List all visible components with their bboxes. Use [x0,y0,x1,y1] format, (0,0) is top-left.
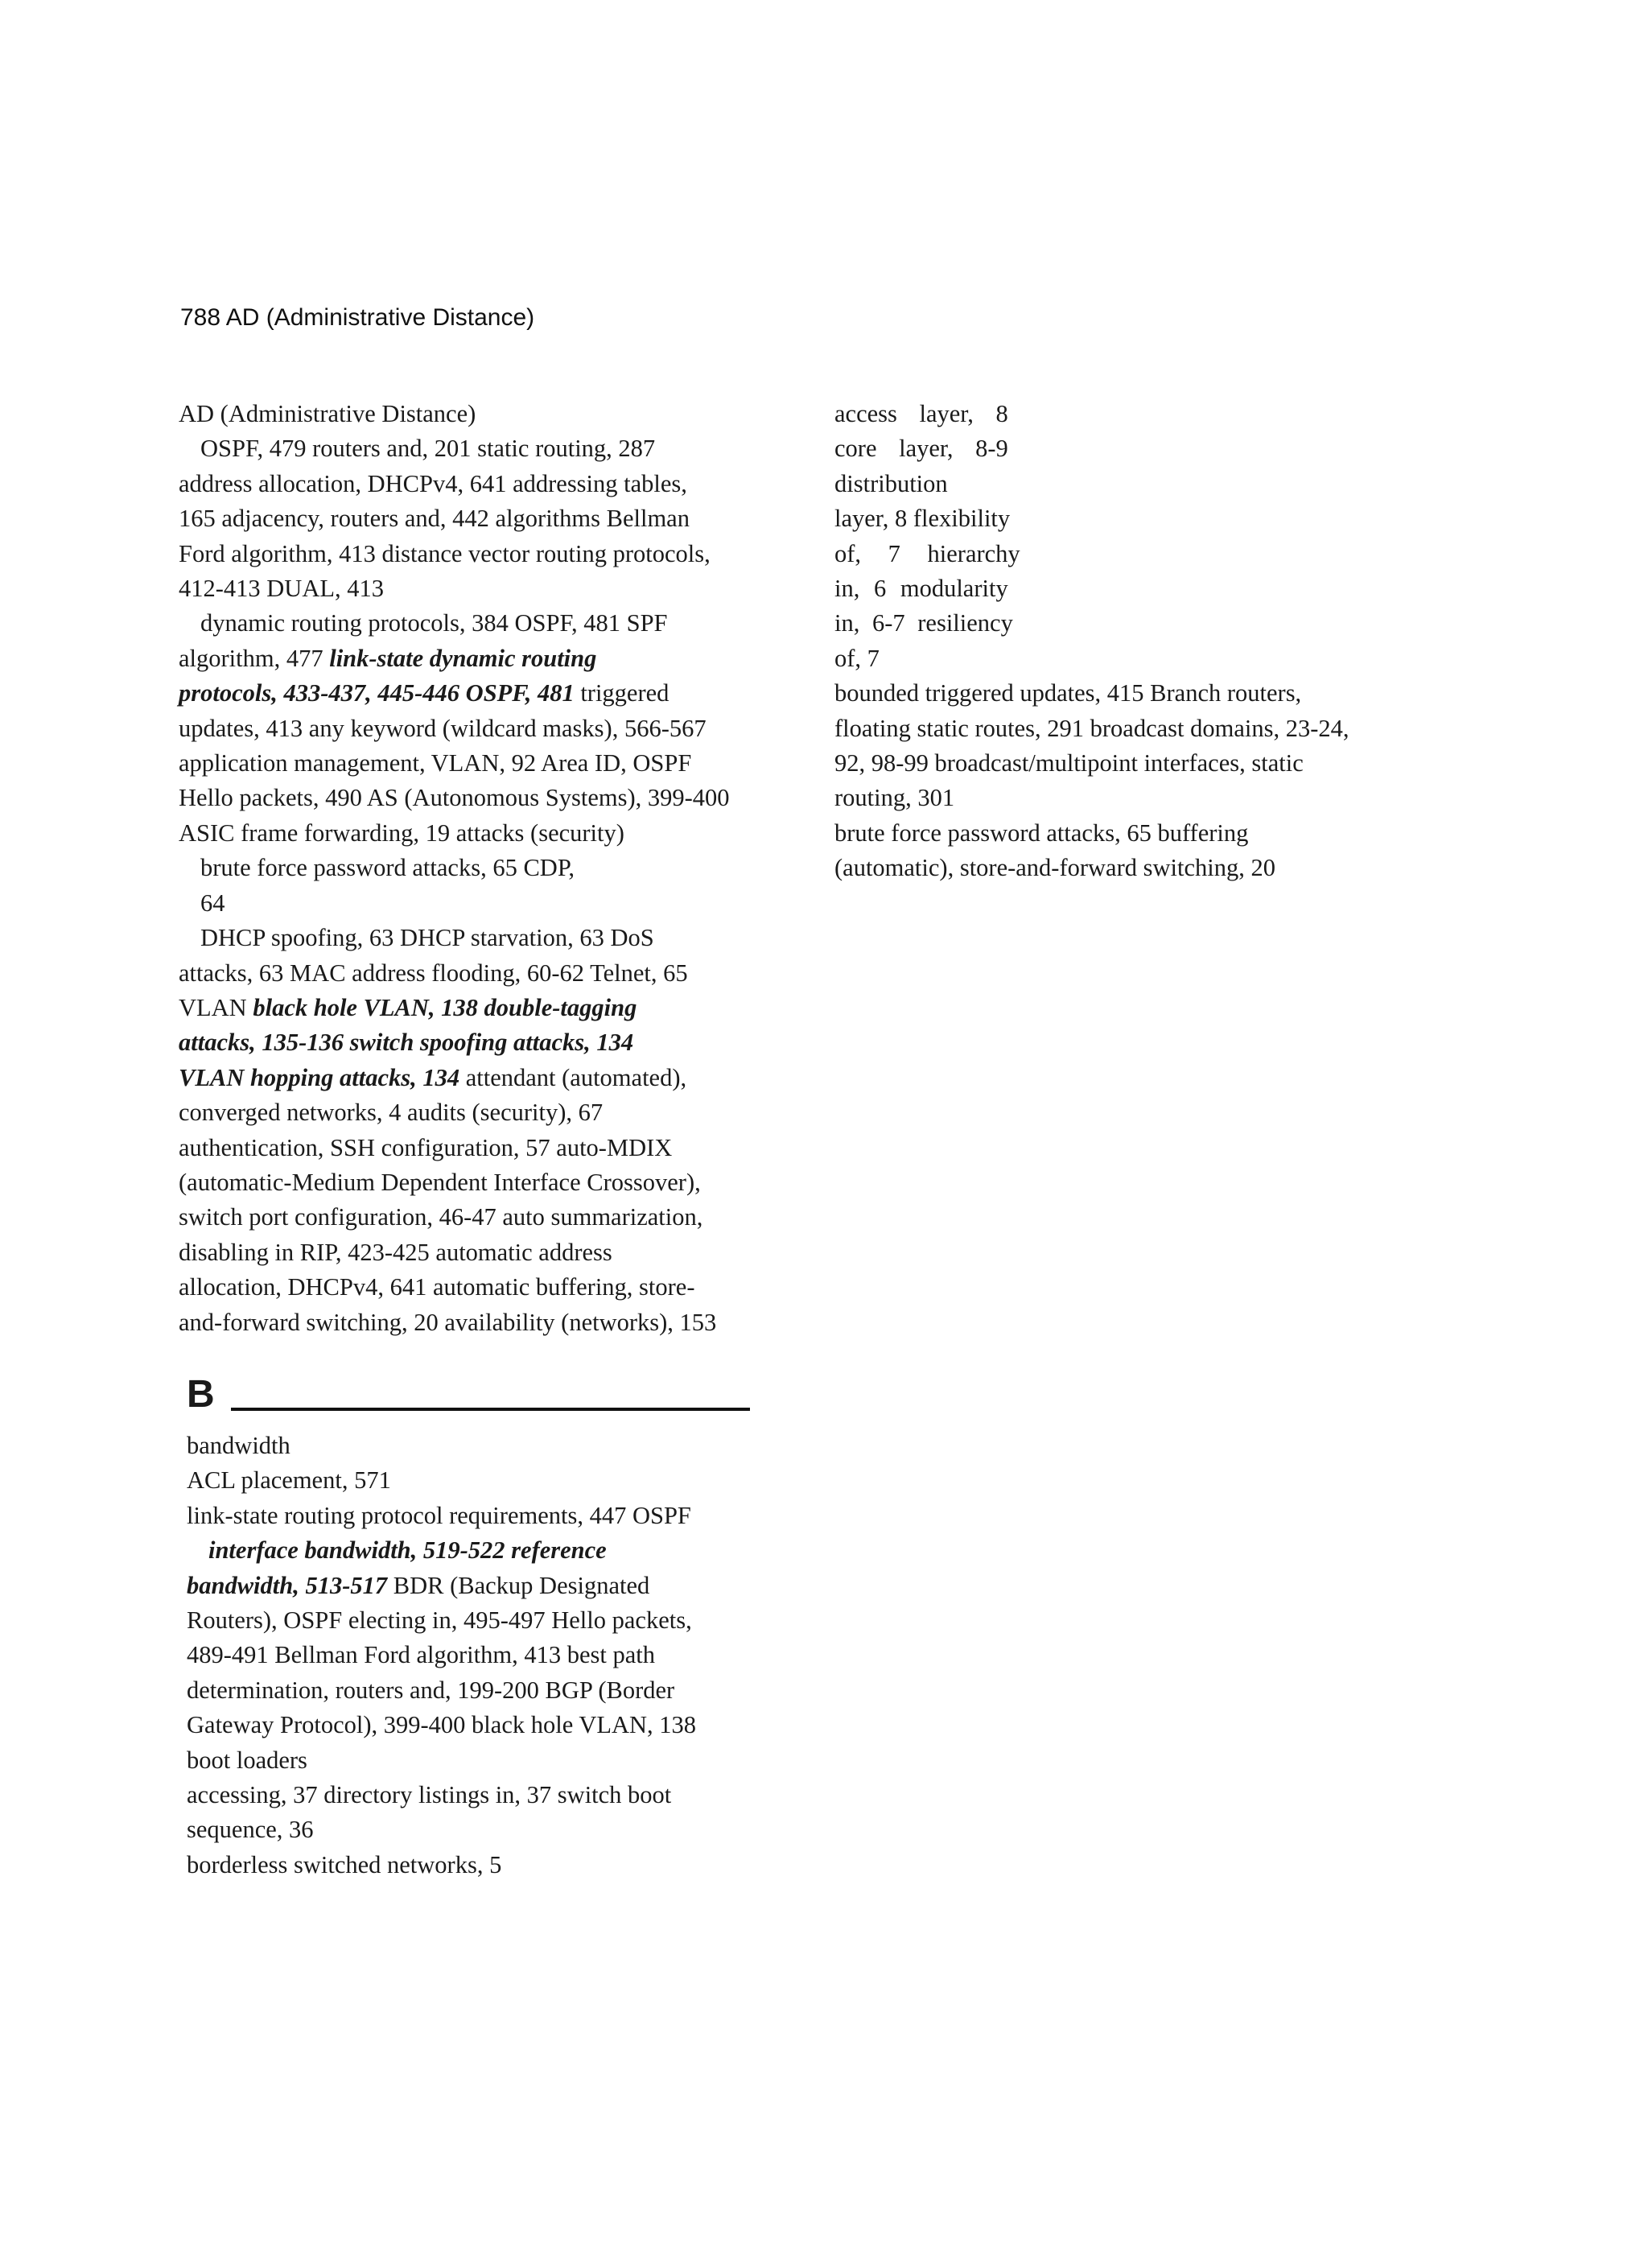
index-line [187,1569,782,1603]
index-line: 92, 98-99 broadcast/multipoint interfaces, static [834,749,1304,777]
index-line: ASIC frame forwarding, 19 attacks (security) [179,819,624,847]
index-line: of, 7 [834,644,880,672]
index-column-left [179,397,790,1340]
index-line: layer, 8 flexibility [834,505,1011,533]
index-column-right [834,397,1414,886]
section-heading-b [187,1372,750,1417]
index-line: 412-413 DUAL, 413 [179,575,384,603]
index-line: application management, VLAN, 92 Area ID, OSPF [179,749,692,777]
index-line: distribution [834,469,948,497]
index-line: of, 7 hierarchy [834,539,1020,567]
index-line: ACL placement, 571 [187,1466,391,1495]
index-line: updates, 413 any keyword (wildcard masks), 566-567 [179,714,707,742]
index-line: core layer, 8-9 [834,435,1008,463]
index-line [179,991,790,1025]
index-line: borderless switched networks, 5 [187,1850,502,1878]
index-line: and-forward switching, 20 availability (networks), 153 [179,1308,717,1336]
index-line: (automatic), store-and-forward switching, 20 [834,854,1275,882]
index-line: switch port configuration, 46-47 auto summarization, [179,1203,703,1231]
section-letter: B [187,1373,215,1416]
index-line: brute force password attacks, 65 CDP, [200,854,575,882]
index-line: bounded triggered updates, 415 Branch routers, [834,679,1302,707]
index-line: address allocation, DHCPv4, 641 addressing tables, [179,469,687,497]
index-subentry-emphasis: link-state dynamic routing [329,644,597,672]
index-line: interface bandwidth, 519-522 reference [208,1536,607,1565]
index-line: converged networks, 4 audits (security), 67 [179,1099,604,1127]
index-line: Gateway Protocol), 399-400 black hole VLAN, 138 [187,1711,697,1739]
index-text: BDR (Backup Designated [393,1571,650,1599]
index-line [179,1061,790,1095]
index-line: authentication, SSH configuration, 57 auto-MDIX [179,1133,673,1161]
index-line: sequence, 36 [187,1816,314,1844]
index-line: allocation, DHCPv4, 641 automatic buffering, store- [179,1273,695,1301]
index-line [179,641,790,676]
index-line: attacks, 135-136 switch spoofing attacks, 134 [179,1029,634,1057]
index-line: 489-491 Bellman Ford algorithm, 413 best path [187,1641,655,1669]
index-line [179,676,790,711]
index-line: routing, 301 [834,784,955,812]
index-line: in, 6-7 resiliency [834,609,1013,637]
index-line: (automatic-Medium Dependent Interface Crossover), [179,1168,701,1196]
index-line: in, 6 modularity [834,575,1008,603]
index-text: VLAN [179,993,247,1021]
running-head: 788 AD (Administrative Distance) [180,304,535,331]
index-line: Routers), OSPF electing in, 495-497 Hello packets, [187,1606,692,1635]
index-line: determination, routers and, 199-200 BGP (Border [187,1676,675,1704]
index-line: link-state routing protocol requirements, 447 OSPF [187,1501,691,1529]
index-line: AD (Administrative Distance) [179,400,476,427]
index-line: boot loaders [187,1746,307,1774]
index-line: dynamic routing protocols, 384 OSPF, 481 SPF [200,609,668,637]
index-subentry-emphasis: black hole VLAN, 138 double-tagging [253,993,637,1021]
index-subentry-emphasis: VLAN hopping attacks, 134 [179,1063,460,1091]
index-line: attacks, 63 MAC address flooding, 60-62 Telnet, 65 [179,959,688,987]
index-line: access layer, 8 [834,400,1008,427]
index-line: disabling in RIP, 423-425 automatic address [179,1238,612,1266]
index-text: algorithm, 477 [179,644,323,672]
index-line: accessing, 37 directory listings in, 37 switch boot [187,1781,672,1809]
index-subentry-emphasis: protocols, 433-437, 445-446 OSPF, 481 [179,679,575,707]
index-text: triggered [580,679,670,707]
section-rule [231,1408,750,1411]
index-section-b [187,1429,782,1882]
index-subentry-emphasis: bandwidth, 513-517 [187,1571,388,1599]
index-line: Hello packets, 490 AS (Autonomous Systems), 399-400 [179,784,730,812]
index-line: floating static routes, 291 broadcast domains, 23-24, [834,714,1349,742]
index-line: 165 adjacency, routers and, 442 algorithms Bellman [179,505,690,533]
index-line: 64 [200,889,225,917]
index-line: bandwidth [187,1432,290,1459]
index-line: Ford algorithm, 413 distance vector routing protocols, [179,539,711,567]
index-line: DHCP spoofing, 63 DHCP starvation, 63 DoS [200,924,654,952]
index-line: brute force password attacks, 65 buffering [834,819,1249,847]
index-text: attendant (automated), [465,1063,687,1091]
index-line: OSPF, 479 routers and, 201 static routing, 287 [200,435,656,463]
